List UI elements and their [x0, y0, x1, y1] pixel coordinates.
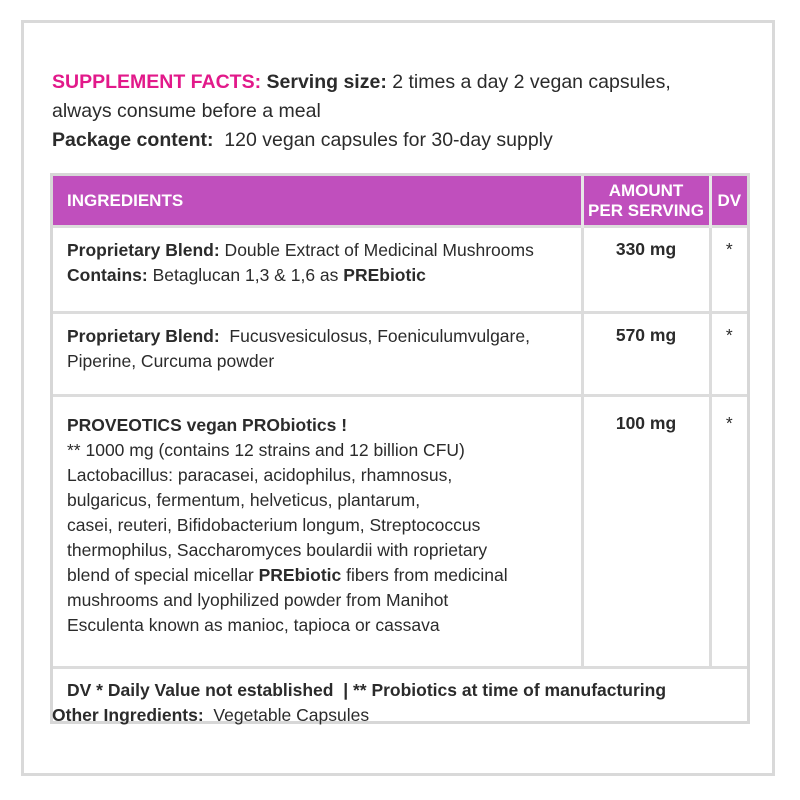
other-ingredients-value: Vegetable Capsules [203, 705, 370, 725]
supplement-facts-label: SUPPLEMENT FACTS: [52, 71, 262, 93]
prebiotic-label: PREbiotic [343, 265, 426, 285]
ingredient-cell [53, 396, 582, 668]
ingredients-table [50, 173, 750, 724]
blend-text-2: fibers from medicinal [341, 565, 508, 585]
serving-size-label: Serving size: [266, 71, 387, 93]
amount-header-line1: AMOUNT [608, 180, 684, 200]
amount-cell: 330 mg [582, 227, 710, 313]
blend-text: blend of special micellar [67, 565, 259, 585]
probiotics-line: Esculenta known as manioc, tapioca or cassava [67, 615, 440, 635]
supplement-header [52, 68, 752, 155]
dv-cell: * [710, 227, 747, 313]
probiotics-line: mushrooms and lyophilized powder from Manihot [67, 590, 449, 610]
blend-text: Double Extract of Medicinal Mushrooms [219, 240, 534, 260]
probiotics-line: casei, reuteri, Bifidobacterium longum, Streptococcus [67, 515, 481, 535]
probiotics-line: bulgaricus, fermentum, helveticus, plantarum, [67, 490, 421, 510]
probiotics-line: ** 1000 mg (contains 12 strains and 12 billion CFU) [67, 440, 465, 460]
package-content-label: Package content: [52, 129, 214, 151]
prebiotic-label: PREbiotic [258, 565, 342, 585]
ingredient-cell [53, 313, 582, 396]
blend-text: Fucusvesiculosus, Foeniculumvulgare, Piperine, Curcuma powder [67, 326, 535, 371]
blend-label: Proprietary Blend: [67, 326, 220, 346]
ingredient-cell [53, 227, 582, 313]
amount-header-line2: PER SERVING [588, 200, 704, 220]
contains-label: Contains: [67, 265, 148, 285]
other-ingredients [52, 702, 369, 728]
probiotics-line: thermophilus, Saccharomyces boulardii with roprietary [67, 540, 488, 560]
amount-cell: 100 mg [582, 396, 710, 668]
serving-size-continuation: always consume before a meal [52, 100, 321, 122]
dv-cell: * [710, 396, 747, 668]
dv-cell: * [710, 313, 747, 396]
table-header-row [53, 176, 747, 227]
probiotics-title: PROVEOTICS vegan PRObiotics ! [67, 415, 348, 435]
probiotics-line: Lactobacillus: paracasei, acidophilus, rhamnosus, [67, 465, 453, 485]
package-content-value: 120 vegan capsules for 30-day supply [213, 129, 553, 151]
blend-text-2: Betaglucan 1,3 & 1,6 as [147, 265, 344, 285]
serving-size-value: 2 times a day 2 vegan capsules, [386, 71, 671, 93]
other-ingredients-label: Other Ingredients: [52, 705, 204, 725]
serving-size-line [52, 68, 752, 97]
table-row [53, 313, 747, 396]
amount-cell: 570 mg [582, 313, 710, 396]
dv-column-header: DV [710, 176, 747, 227]
package-content-line [52, 126, 752, 155]
table-row [53, 396, 747, 668]
ingredients-column-header: INGREDIENTS [53, 176, 582, 227]
probiotics-line [67, 563, 581, 588]
amount-column-header [582, 176, 710, 227]
table-row [53, 227, 747, 313]
blend-label: Proprietary Blend: [67, 240, 220, 260]
footnote: DV * Daily Value not established | ** Probiotics at time of manufacturing [53, 668, 747, 722]
